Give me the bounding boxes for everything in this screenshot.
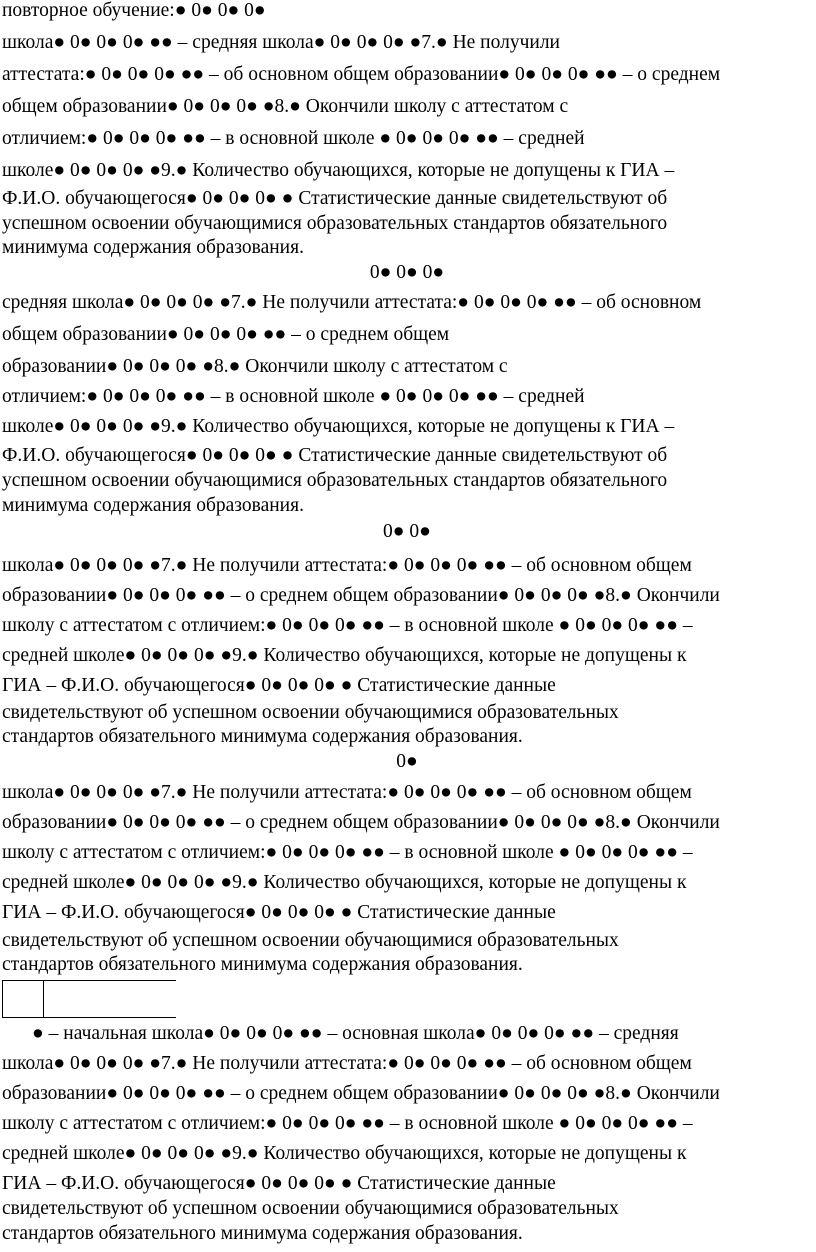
text-line: образовании● 0● 0● 0● ●● – о среднем общем образовании● 0● 0● 0● ●8.● Окончили [2,812,720,833]
text-line: свидетельствуют об успешном освоении обучающимися образовательных [2,702,619,723]
text-line: Ф.И.О. обучающегося● 0● 0● 0● ● Статистические данные свидетельствуют об [2,445,668,466]
text-line: свидетельствуют об успешном освоении обучающимися образовательных [2,1198,619,1219]
text-line: ● – начальная школа● 0● 0● 0● ●● – основная школа● 0● 0● 0● ●● – средняя [32,1023,679,1044]
text-line: успешном освоении обучающимися образовательных стандартов обязательного [2,470,668,491]
text-line: стандартов обязательного минимума содержания образования. [2,954,523,975]
text-line: Ф.И.О. обучающегося● 0● 0● 0● ● Статистические данные свидетельствуют об [2,188,668,209]
text-line: ГИА – Ф.И.О. обучающегося● 0● 0● 0● ● Статистические данные [2,675,556,696]
text-line: общем образовании● 0● 0● 0● ●8.● Окончили школу с аттестатом с [2,96,569,117]
text-line: минимума содержания образования. [2,237,304,258]
text-line: средней школе● 0● 0● 0● ●9.● Количество обучающихся, которые не допущены к [2,872,687,893]
empty-table [2,980,176,1018]
text-line: аттестата:● 0● 0● 0● ●● – об основном общем образовании● 0● 0● 0● ●● – о среднем [2,64,721,85]
section-heading: 0● 0● 0● [369,262,445,283]
table-cell [43,981,176,1017]
text-line: средней школе● 0● 0● 0● ●9.● Количество обучающихся, которые не допущены к [2,645,687,666]
text-line: школе● 0● 0● 0● ●9.● Количество обучающихся, которые не допущены к ГИА – [2,160,675,181]
section-heading: 0● 0● [383,521,431,542]
text-line: успешном освоении обучающимися образовательных стандартов обязательного [2,213,668,234]
text-line: ГИА – Ф.И.О. обучающегося● 0● 0● 0● ● Статистические данные [2,1173,556,1194]
text-line: школа● 0● 0● 0● ●7.● Не получили аттестата:● 0● 0● 0● ●● – об основном общем [2,555,692,576]
text-line: школа● 0● 0● 0● ●7.● Не получили аттестата:● 0● 0● 0● ●● – об основном общем [2,1053,692,1074]
text-line: школу с аттестатом с отличием:● 0● 0● 0● ●● – в основной школе ● 0● 0● 0● ●● – [2,1113,693,1134]
text-line: школа● 0● 0● 0● ●7.● Не получили аттестата:● 0● 0● 0● ●● – об основном общем [2,782,692,803]
text-line: средней школе● 0● 0● 0● ●9.● Количество обучающихся, которые не допущены к [2,1143,687,1164]
text-line: стандартов обязательного минимума содержания образования. [2,726,523,747]
text-line: образовании● 0● 0● 0● ●● – о среднем общем образовании● 0● 0● 0● ●8.● Окончили [2,585,720,606]
section-heading: 0● [396,751,418,772]
text-line: образовании● 0● 0● 0● ●● – о среднем общем образовании● 0● 0● 0● ●8.● Окончили [2,1083,720,1104]
text-line: школе● 0● 0● 0● ●9.● Количество обучающихся, которые не допущены к ГИА – [2,416,675,437]
text-line: минимума содержания образования. [2,495,304,516]
table-cell [2,981,44,1017]
text-line: школу с аттестатом с отличием:● 0● 0● 0● ●● – в основной школе ● 0● 0● 0● ●● – [2,842,693,863]
text-line: средняя школа● 0● 0● 0● ●7.● Не получили аттестата:● 0● 0● 0● ●● – об основном [2,292,702,313]
text-line: отличием:● 0● 0● 0● ●● – в основной школе ● 0● 0● 0● ●● – средней [2,386,585,407]
text-line: ГИА – Ф.И.О. обучающегося● 0● 0● 0● ● Статистические данные [2,902,556,923]
text-line: школа● 0● 0● 0● ●● – средняя школа● 0● 0● 0● ●7.● Не получили [2,32,560,53]
text-line: стандартов обязательного минимума содержания образования. [2,1223,523,1244]
text-line: образовании● 0● 0● 0● ●8.● Окончили школу с аттестатом с [2,356,508,377]
text-line: школу с аттестатом с отличием:● 0● 0● 0● ●● – в основной школе ● 0● 0● 0● ●● – [2,615,693,636]
text-line: повторное обучение:● 0● 0● 0● [2,0,266,21]
text-line: общем образовании● 0● 0● 0● ●● – о среднем общем [2,324,450,345]
text-line: свидетельствуют об успешном освоении обучающимися образовательных [2,930,619,951]
text-line: отличием:● 0● 0● 0● ●● – в основной школе ● 0● 0● 0● ●● – средней [2,128,585,149]
